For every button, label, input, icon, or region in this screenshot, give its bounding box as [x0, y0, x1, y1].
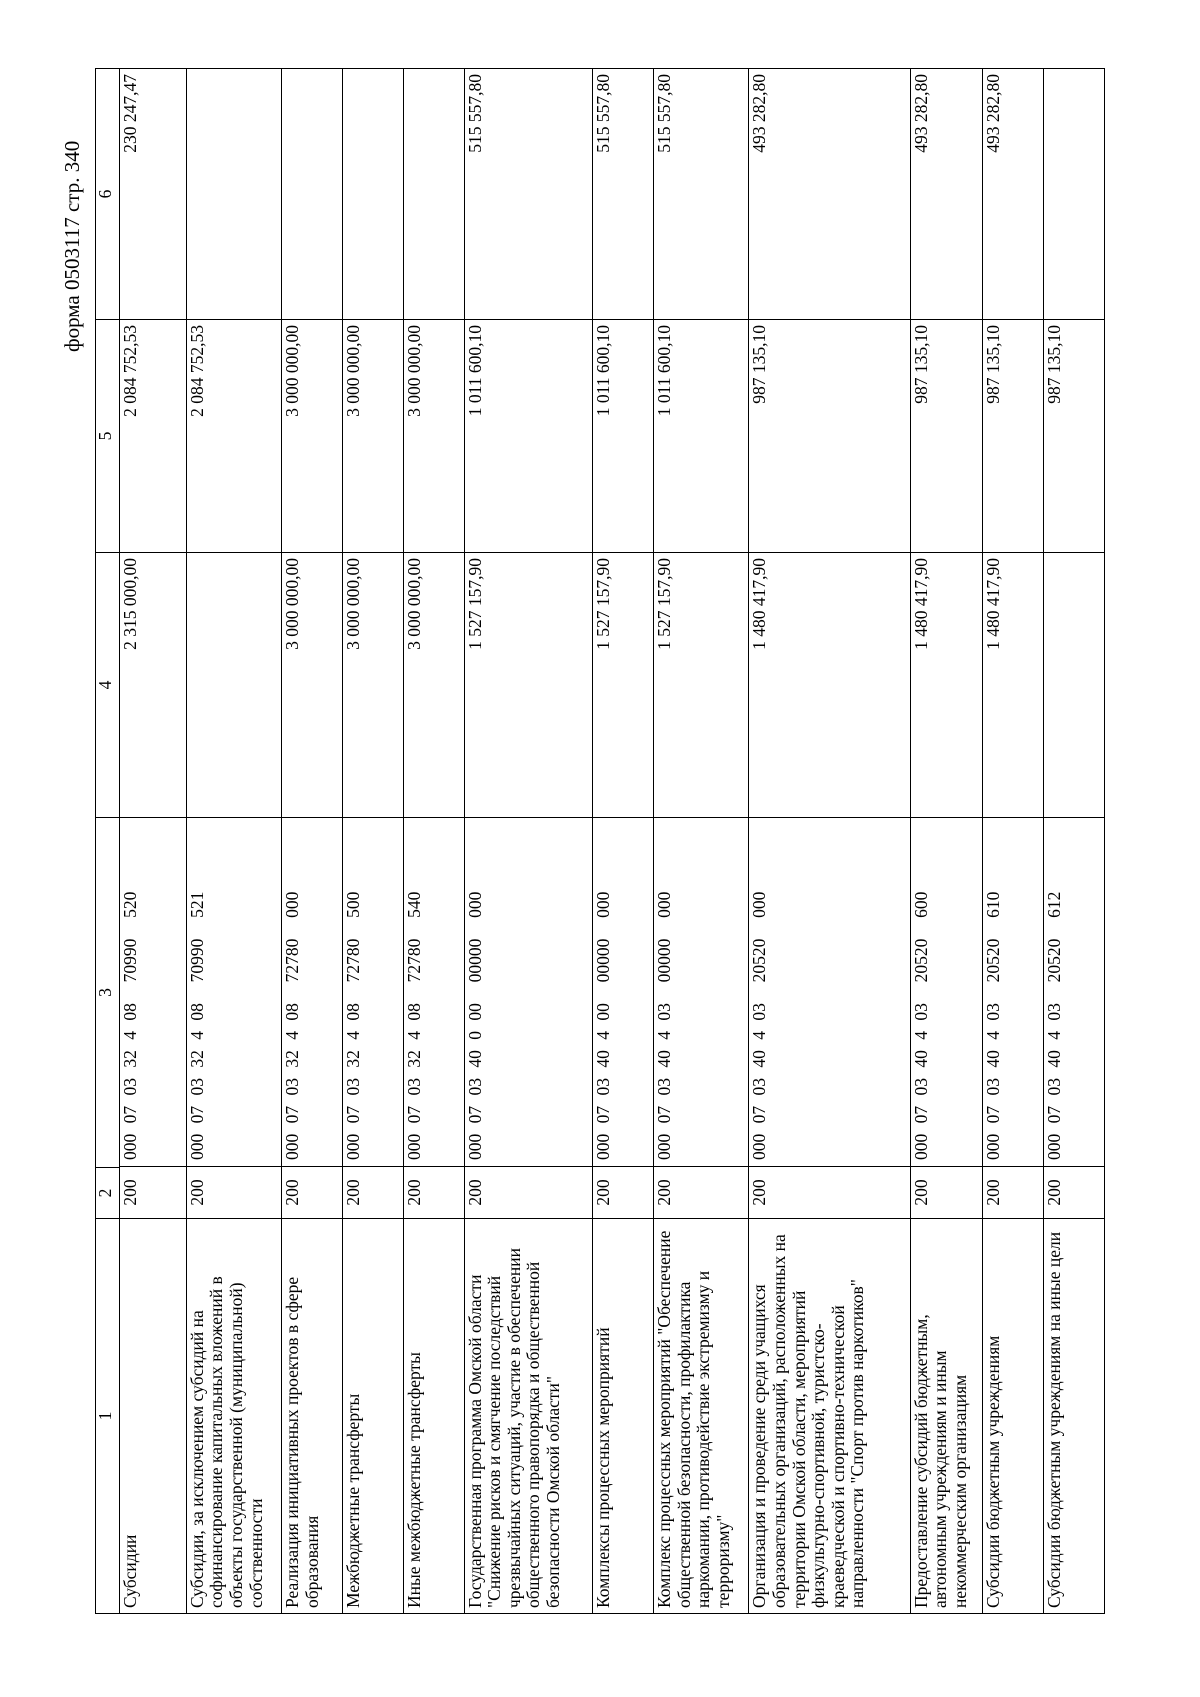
row-line-code: 200 — [282, 1166, 342, 1218]
row-budget-code: 000 07 03 40 4 03 20520 000 — [749, 891, 770, 1160]
row-name: Комплексы процессных мероприятий — [593, 1219, 654, 1614]
row-code-cell — [342, 818, 403, 1219]
row-approved: 2 315 000,00 — [120, 553, 187, 818]
row-code-cell — [654, 818, 749, 1219]
table-row — [464, 69, 593, 1614]
row-executed: 987 135,10 — [1044, 320, 1105, 553]
row-executed: 1 011 600,10 — [464, 320, 593, 553]
row-approved — [186, 553, 281, 818]
row-code-cell — [464, 818, 593, 1219]
row-executed: 1 011 600,10 — [654, 320, 749, 553]
row-line-code: 200 — [120, 1166, 186, 1218]
row-unexecuted: 493 282,80 — [749, 69, 911, 320]
row-executed: 987 135,10 — [910, 320, 982, 553]
row-code-cell — [910, 818, 982, 1219]
row-name: Иные межбюджетные трансферты — [403, 1219, 464, 1614]
row-approved — [1044, 553, 1105, 818]
row-unexecuted — [186, 69, 281, 320]
row-approved: 1 527 157,90 — [464, 553, 593, 818]
table-row — [749, 69, 911, 1614]
table-row — [403, 69, 464, 1614]
row-executed: 3 000 000,00 — [282, 320, 343, 553]
table-row — [593, 69, 654, 1614]
row-approved: 3 000 000,00 — [342, 553, 403, 818]
row-executed: 2 084 752,53 — [120, 320, 187, 553]
row-line-code: 200 — [983, 1166, 1043, 1218]
form-label: форма 0503117 стр. 340 — [60, 140, 84, 352]
row-executed: 1 011 600,10 — [593, 320, 654, 553]
column-header: 3 — [96, 818, 120, 1168]
row-budget-code: 000 07 03 40 4 03 20520 600 — [910, 891, 931, 1160]
row-line-code: 200 — [911, 1166, 982, 1218]
row-approved: 3 000 000,00 — [403, 553, 464, 818]
table-row — [186, 69, 281, 1614]
column-header: 4 — [96, 553, 120, 818]
table-row — [282, 69, 343, 1614]
row-name: Субсидии бюджетным учреждениям на иные цели — [1044, 1219, 1105, 1614]
row-line-code: 200 — [749, 1166, 910, 1218]
row-unexecuted: 493 282,80 — [983, 69, 1044, 320]
table-row — [910, 69, 982, 1614]
row-name: Субсидии — [120, 1219, 187, 1614]
row-name: Субсидии бюджетным учреждениям — [983, 1219, 1044, 1614]
row-line-code: 200 — [187, 1166, 281, 1218]
row-unexecuted: 230 247,47 — [120, 69, 187, 320]
table-row — [1044, 69, 1105, 1614]
table-row — [120, 69, 187, 1614]
row-budget-code: 000 07 03 40 4 00 00000 000 — [593, 891, 614, 1160]
row-approved: 3 000 000,00 — [282, 553, 343, 818]
row-unexecuted: 515 557,80 — [464, 69, 593, 320]
row-budget-code: 000 07 03 40 4 03 20520 610 — [983, 891, 1004, 1160]
row-unexecuted — [403, 69, 464, 320]
column-header: 1 — [96, 1219, 120, 1614]
row-budget-code: 000 07 03 32 4 08 72780 000 — [282, 891, 303, 1160]
row-line-code: 200 — [654, 1166, 748, 1218]
table-row — [342, 69, 403, 1614]
row-name: Предоставление субсидий бюджетным, автономным учреждениям и иным некоммерческим организациям — [910, 1219, 982, 1614]
row-code-cell — [1044, 818, 1105, 1219]
row-line-code: 200 — [404, 1166, 464, 1218]
row-budget-code: 000 07 03 32 4 08 72780 540 — [403, 891, 424, 1160]
row-name: Организация и проведение среди учащихся образовательных организаций, расположенных на территории Омской области, мероприятий физкультурно-спортивной, туристско-краеведческой и спортивно-технической направленности "Спорт против наркотиков" — [749, 1219, 911, 1614]
row-unexecuted: 515 557,80 — [654, 69, 749, 320]
row-code-cell — [282, 818, 343, 1219]
row-code-cell — [403, 818, 464, 1219]
row-approved: 1 527 157,90 — [654, 553, 749, 818]
row-code-cell — [593, 818, 654, 1219]
row-name: Реализация инициативных проектов в сфере образования — [282, 1219, 343, 1614]
table-row — [654, 69, 749, 1614]
row-unexecuted: 515 557,80 — [593, 69, 654, 320]
row-code-cell — [186, 818, 281, 1219]
table-row — [983, 69, 1044, 1614]
column-header: 5 — [96, 320, 120, 553]
row-name: Государственная программа Омской области "Снижение рисков и смягчение последствий чрезвычайных ситуаций, участие в обеспечении общественного правопорядка и общественной безопасности Омской области" — [464, 1219, 593, 1614]
row-approved: 1 480 417,90 — [910, 553, 982, 818]
row-budget-code: 000 07 03 40 0 00 00000 000 — [464, 891, 485, 1160]
row-budget-code: 000 07 03 32 4 08 72780 500 — [342, 891, 363, 1160]
budget-table — [95, 68, 1105, 1614]
row-code-cell — [983, 818, 1044, 1219]
row-approved: 1 480 417,90 — [983, 553, 1044, 818]
row-code-cell — [749, 818, 911, 1219]
row-executed: 2 084 752,53 — [186, 320, 281, 553]
row-executed: 987 135,10 — [983, 320, 1044, 553]
row-line-code: 200 — [343, 1166, 403, 1218]
row-code-cell — [120, 818, 187, 1219]
row-name: Комплекс процессных мероприятий "Обеспечение общественной безопасности, профилактика наркомании, противодействие экстремизму и терроризму" — [654, 1219, 749, 1614]
row-budget-code: 000 07 03 32 4 08 70990 520 — [120, 891, 141, 1160]
row-name: Субсидии, за исключением субсидий на софинансирование капитальных вложений в объекты государственной (муниципальной) собственности — [186, 1219, 281, 1614]
row-name: Межбюджетные трансферты — [342, 1219, 403, 1614]
row-budget-code: 000 07 03 40 4 03 00000 000 — [654, 891, 675, 1160]
row-approved: 1 527 157,90 — [593, 553, 654, 818]
row-budget-code: 000 07 03 32 4 08 70990 521 — [186, 891, 207, 1160]
row-line-code: 200 — [465, 1166, 593, 1218]
row-approved: 1 480 417,90 — [749, 553, 911, 818]
row-unexecuted: 493 282,80 — [910, 69, 982, 320]
row-unexecuted — [1044, 69, 1105, 320]
row-budget-code: 000 07 03 40 4 03 20520 612 — [1044, 891, 1065, 1160]
column-header: 2 — [96, 1168, 120, 1219]
row-executed: 3 000 000,00 — [403, 320, 464, 553]
header-row — [96, 69, 120, 1614]
row-executed: 3 000 000,00 — [342, 320, 403, 553]
row-executed: 987 135,10 — [749, 320, 911, 553]
row-unexecuted — [342, 69, 403, 320]
row-line-code: 200 — [1044, 1166, 1104, 1218]
column-header: 6 — [96, 69, 120, 320]
row-unexecuted — [282, 69, 343, 320]
row-line-code: 200 — [593, 1166, 653, 1218]
